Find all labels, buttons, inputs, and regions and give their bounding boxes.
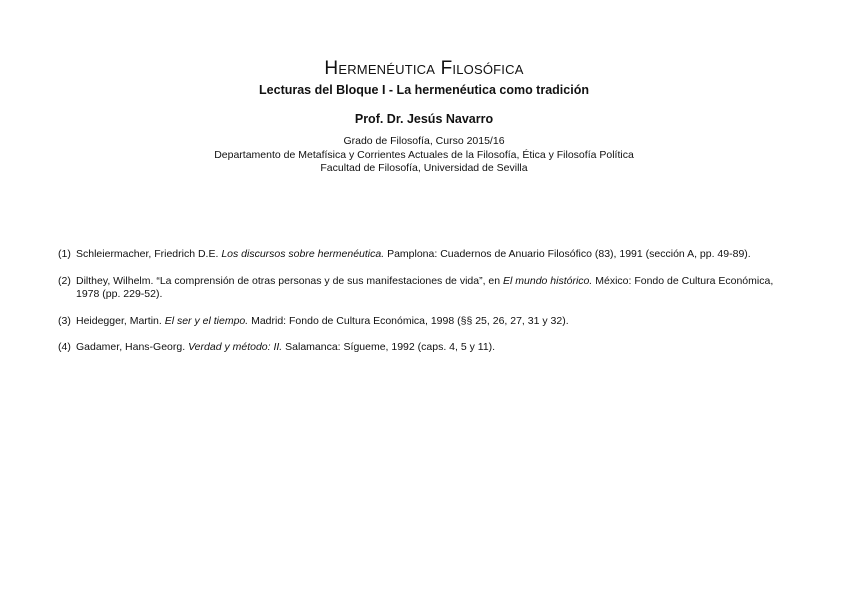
reference-text [76,315,798,329]
reference-number: (2) [58,274,71,287]
course-line: Grado de Filosofía, Curso 2015/16 [343,135,505,147]
reference-number: (1) [58,248,71,260]
course-info [0,135,848,176]
reference-work-title: El mundo histórico. [503,274,593,287]
reference-author: Gadamer, Hans-Georg. [76,341,189,354]
reading-block-subtitle: Lecturas del Bloque I - La hermenéutica como tradición [259,83,589,97]
course-title: Hermenéutica Filosófica [324,58,524,79]
reference-author: Heidegger, Martin. [76,314,165,327]
reference-item [58,248,798,262]
reference-work-title: Los discursos sobre hermenéutica. [221,248,385,260]
reference-author: Schleiermacher, Friedrich D.E. [76,248,222,260]
reference-publication: México: Fondo de Cultura Económica, 1978 (pp. 229-52). [76,274,774,301]
reference-text [76,248,798,262]
reference-publication: Pamplona: Cuadernos de Anuario Filosófico (83), 1991 (sección A, pp. 49-89). [384,248,751,260]
reference-publication: Salamanca: Sígueme, 1992 (caps. 4, 5 y 11). [282,341,496,354]
reference-number: (4) [58,341,71,354]
reference-item [58,341,798,355]
professor-name: Prof. Dr. Jesús Navarro [354,112,494,126]
document-header [0,58,848,176]
reference-text [76,275,798,302]
department-line: Departamento de Metafísica y Corrientes Actuales de la Filosofía, Ética y Filosofía Política [214,148,634,161]
reference-publication: Madrid: Fondo de Cultura Económica, 1998 (§§ 25, 26, 27, 31 y 32). [248,314,569,327]
faculty-line: Facultad de Filosofía, Universidad de Sevilla [320,162,528,174]
reference-list [58,248,798,368]
reference-work-title: Verdad y método: II. [188,341,283,354]
reference-work-title: El ser y el tiempo. [164,314,249,327]
reference-item [58,275,798,302]
reference-text [76,341,798,355]
reference-author: Dilthey, Wilhelm. “La comprensión de otras personas y de sus manifestaciones de vida”, en [76,274,504,287]
reference-item [58,315,798,329]
reference-number: (3) [58,314,71,327]
